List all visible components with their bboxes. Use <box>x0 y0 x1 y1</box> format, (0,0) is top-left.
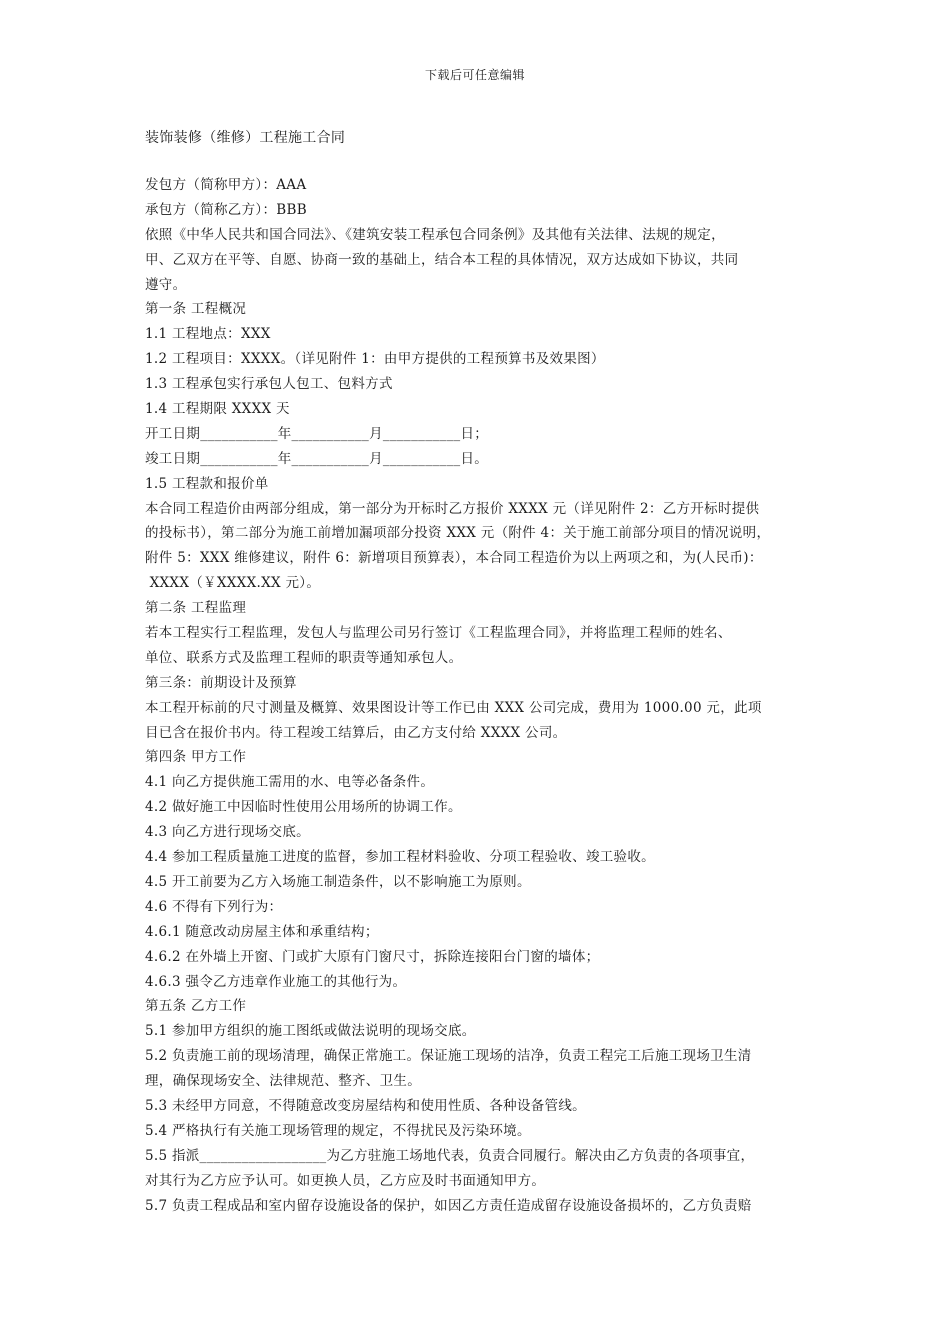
clause-line: 5.3 未经甲方同意，不得随意改变房屋结构和使用性质、各种设备管线。 <box>145 1097 586 1114</box>
paragraph-line: 本合同工程造价由两部分组成，第一部分为开标时乙方报价 XXXX 元（详见附件 2：乙方开标时提供 <box>145 500 760 517</box>
clause-line: 1.5 工程款和报价单 <box>145 475 269 492</box>
clause-line: 1.1 工程地点：XXX <box>145 326 271 343</box>
section-heading: 第四条 甲方工作 <box>145 749 247 766</box>
paragraph-line: 甲、乙双方在平等、自愿、协商一致的基础上，结合本工程的具体情况，双方达成如下协议，共同 <box>145 251 739 268</box>
paragraph-line: 若本工程实行工程监理，发包人与监理公司另行签订《工程监理合同》，并将监理工程师的姓名、 <box>145 625 732 642</box>
paragraph-line: 单位、联系方式及监理工程师的职责等通知承包人。 <box>145 649 463 666</box>
clause-line: 对其行为乙方应予认可。如更换人员，乙方应及时书面通知甲方。 <box>145 1172 546 1189</box>
paragraph-line: 依照《中华人民共和国合同法》、《建筑安装工程承包合同条例》及其他有关法律、法规的规定， <box>145 226 725 243</box>
clause-line: 4.6 不得有下列行为： <box>145 898 283 915</box>
end-date-line: 竣工日期___________年___________月___________日。 <box>145 450 489 467</box>
clause-line: 1.4 工程期限 XXXX 天 <box>145 401 290 418</box>
clause-line: 4.5 开工前要为乙方入场施工制造条件，以不影响施工为原则。 <box>145 873 531 890</box>
paragraph-line: 本工程开标前的尺寸测量及概算、效果图设计等工作已由 XXX 公司完成，费用为 1000.00 元，此项 <box>145 699 762 716</box>
section-heading: 第五条 乙方工作 <box>145 998 247 1015</box>
clause-line: 5.1 参加甲方组织的施工图纸或做法说明的现场交底。 <box>145 1023 476 1040</box>
paragraph-line: 的投标书），第二部分为施工前增加漏项部分投资 XXX 元（附件 4：关于施工前部分项目的情况说明， <box>145 525 771 542</box>
page-header-note: 下载后可任意编辑 <box>424 68 525 82</box>
clause-line: 4.6.1 随意改动房屋主体和承重结构； <box>145 923 379 940</box>
clause-line: 4.6.2 在外墙上开窗、门或扩大原有门窗尺寸，拆除连接阳台门窗的墙体； <box>145 948 600 965</box>
clause-line: 5.7 负责工程成品和室内留存设施设备的保护，如因乙方责任造成留存设施设备损坏的，乙方负责赔 <box>145 1197 752 1214</box>
document-title: 装饰装修（维修）工程施工合同 <box>145 130 346 146</box>
section-heading: 第一条 工程概况 <box>145 301 247 318</box>
paragraph-line: 目已含在报价书内。待工程竣工结算后，由乙方支付给 XXXX 公司。 <box>145 724 567 741</box>
clause-line: 1.3 工程承包实行承包人包工、包料方式 <box>145 376 393 393</box>
document-body <box>145 173 825 1218</box>
paragraph-line: 遵守。 <box>145 276 187 293</box>
clause-line: 5.5 指派__________________为乙方驻施工场地代表，负责合同履行。解决由乙方负责的各项事宜， <box>145 1147 755 1164</box>
clause-line: 5.4 严格执行有关施工现场管理的规定，不得扰民及污染环境。 <box>145 1122 531 1139</box>
clause-line: 4.3 向乙方进行现场交底。 <box>145 824 310 841</box>
clause-line: 4.6.3 强令乙方违章作业施工的其他行为。 <box>145 973 407 990</box>
paragraph-line: 附件 5：XXX 维修建议，附件 6：新增项目预算表），本合同工程造价为以上两项之和，为(人民币)： <box>145 550 763 567</box>
clause-line: 5.2 负责施工前的现场清理，确保正常施工。保证施工现场的洁净，负责工程完工后施工现场卫生清 <box>145 1048 752 1065</box>
clause-line: 1.2 工程项目：XXXX。（详见附件 1：由甲方提供的工程预算书及效果图） <box>145 351 605 368</box>
clause-line: 4.2 做好施工中因临时性使用公用场所的协调工作。 <box>145 799 462 816</box>
clause-line: 4.4 参加工程质量施工进度的监督，参加工程材料验收、分项工程验收、竣工验收。 <box>145 849 655 866</box>
clause-line: 理，确保现场安全、法律规范、整齐、卫生。 <box>145 1073 421 1090</box>
clause-line: 4.1 向乙方提供施工需用的水、电等必备条件。 <box>145 774 435 791</box>
paragraph-line: XXXX（￥XXXX.XX 元）。 <box>145 575 321 592</box>
party-b-line: 承包方（简称乙方）：BBB <box>145 201 307 218</box>
section-heading: 第三条：前期设计及预算 <box>145 674 297 691</box>
start-date-line: 开工日期___________年___________月___________日； <box>145 425 489 442</box>
party-a-line: 发包方（简称甲方）：AAA <box>145 177 307 193</box>
section-heading: 第二条 工程监理 <box>145 600 247 617</box>
